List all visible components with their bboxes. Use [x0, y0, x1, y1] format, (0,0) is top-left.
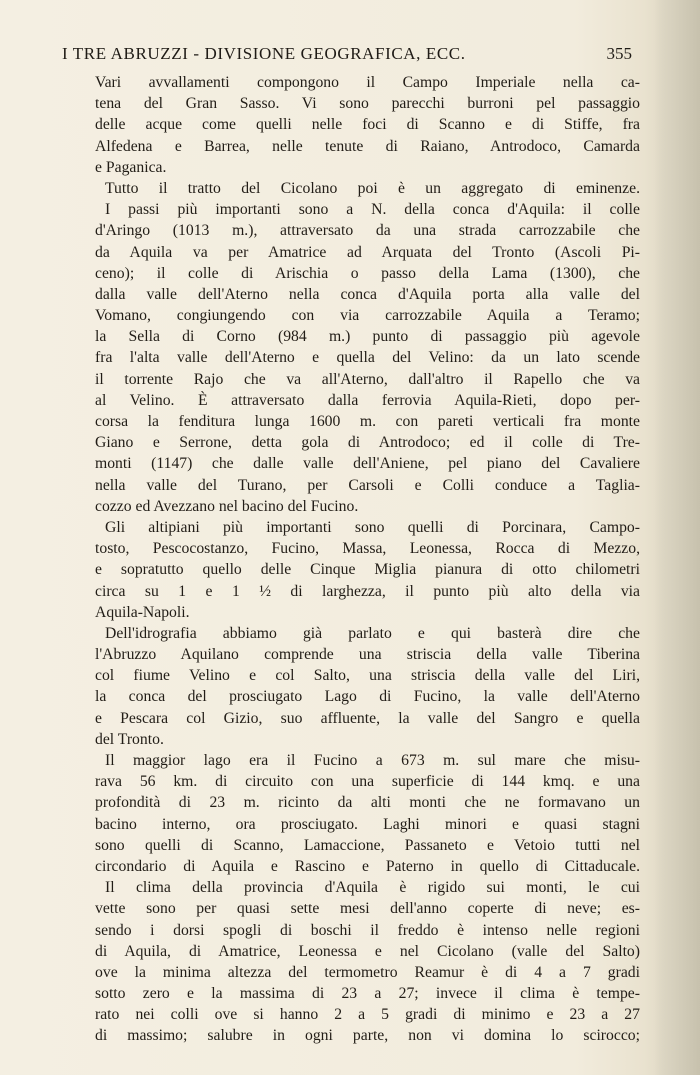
text-line: ove la minima altezza del termometro Reamur è di 4 a 7 gradi: [95, 963, 640, 981]
text-line: e Pescara col Gizio, suo affluente, la valle del Sangro e quella: [95, 709, 640, 727]
text-line: l'Abruzzo Aquilano comprende una striscia della valle Tiberina: [95, 646, 640, 664]
text-line: la conca del prosciugato Lago di Fucino, la valle dell'Aterno: [95, 688, 640, 706]
text-line: col fiume Velino e col Salto, una striscia della valle del Liri,: [95, 667, 640, 685]
running-header: [62, 44, 632, 68]
text-line: al Velino. È attraversato dalla ferrovia Aquila-Rieti, dopo per-: [95, 391, 640, 409]
text-line: circa su 1 e 1 ½ di larghezza, il punto più alto della via: [95, 582, 640, 600]
text-line: Vomano, congiungendo con via carrozzabile Aquila a Teramo;: [95, 307, 640, 325]
text-line: Alfedena e Barrea, nelle tenute di Raiano, Antrodoco, Camarda: [95, 137, 640, 155]
text-line: Dell'idrografia abbiamo già parlato e qui basterà dire che: [105, 624, 640, 642]
text-line: monti (1147) che dalle valle dell'Aniene, pel piano del Cavaliere: [95, 455, 640, 473]
text-line: di Aquila, di Amatrice, Leonessa e nel Cicolano (valle del Salto): [95, 942, 640, 960]
text-line: Tutto il tratto del Cicolano poi è un aggregato di eminenze.: [105, 179, 640, 197]
text-line: il torrente Rajo che va all'Aterno, dall'altro il Rapello che va: [95, 370, 640, 388]
body-text: [95, 72, 640, 1047]
text-line: bacino interno, ora prosciugato. Laghi minori e quasi stagni: [95, 815, 640, 833]
text-line: da Aquila va per Amatrice ad Arquata del Tronto (Ascoli Pi-: [95, 243, 640, 261]
text-line: rato nei colli ove si hanno 2 a 5 gradi di minimo e 23 a 27: [95, 1006, 640, 1024]
text-line: e sopratutto quello delle Cinque Miglia pianura di otto chilometri: [95, 561, 640, 579]
text-line: Vari avvallamenti compongono il Campo Imperiale nella ca-: [95, 74, 640, 91]
text-line: sono quelli di Scanno, Lamaccione, Passaneto e Vetoio tutti nel: [95, 836, 640, 854]
text-line: profondità di 23 m. ricinto da alti monti che ne formavano un: [95, 794, 640, 812]
text-line: circondario di Aquila e Rascino e Paterno in quello di Cittaducale.: [95, 857, 640, 875]
text-line: corsa la fenditura lunga 1600 m. con pareti verticali fra monte: [95, 413, 640, 430]
text-line: la Sella di Corno (984 m.) punto di passaggio più agevole: [95, 328, 640, 346]
text-line: e Paganica.: [95, 158, 167, 176]
text-line: fra l'alta valle dell'Aterno e quella del Velino: da un lato scende: [95, 349, 640, 367]
text-line: Gli altipiani più importanti sono quelli di Porcinara, Campo-: [105, 518, 640, 536]
text-line: tosto, Pescocostanzo, Fucino, Massa, Leonessa, Rocca di Mezzo,: [95, 540, 640, 558]
page-edge-shadow: [654, 0, 700, 1075]
text-line: rava 56 km. di circuito con una superficie di 144 kmq. e una: [95, 773, 640, 791]
text-line: Il clima della provincia d'Aquila è rigido sui monti, le cui: [105, 879, 640, 897]
text-line: sotto zero e la massima di 23 a 27; invece il clima è tempe-: [95, 985, 640, 1003]
text-line: sendo i dorsi spogli di boschi il freddo è intenso nelle regioni: [95, 921, 640, 939]
text-line: vette sono per quasi sette mesi dell'anno coperte di neve; es-: [95, 900, 640, 918]
page-number: 355: [606, 44, 632, 63]
text-line: nella valle del Turano, per Carsoli e Colli conduce a Taglia-: [95, 476, 640, 494]
text-line: I passi più importanti sono a N. della conca d'Aquila: il colle: [105, 201, 640, 219]
text-line: Aquila-Napoli.: [95, 603, 190, 621]
text-line: tena del Gran Sasso. Vi sono parecchi burroni pel passaggio: [95, 95, 640, 113]
text-line: delle acque come quelli nelle foci di Scanno e di Stiffe, fra: [95, 116, 640, 134]
text-line: dalla valle dell'Aterno nella conca d'Aquila porta alla valle del: [95, 285, 640, 303]
text-line: di massimo; salubre in ogni parte, non vi domina lo scirocco;: [95, 1027, 640, 1045]
running-title: I TRE ABRUZZI - DIVISIONE GEOGRAFICA, ECC.: [62, 44, 466, 63]
text-line: Il maggior lago era il Fucino a 673 m. sul mare che misu-: [105, 752, 640, 769]
text-line: Giano e Serrone, detta gola di Antrodoco; ed il colle di Tre-: [95, 434, 640, 452]
text-line: cozzo ed Avezzano nel bacino del Fucino.: [95, 497, 359, 515]
text-line: d'Aringo (1013 m.), attraversato da una strada carrozzabile che: [95, 222, 640, 240]
text-line: ceno); il colle di Arischia o passo della Lama (1300), che: [95, 264, 640, 282]
text-line: del Tronto.: [95, 730, 164, 748]
